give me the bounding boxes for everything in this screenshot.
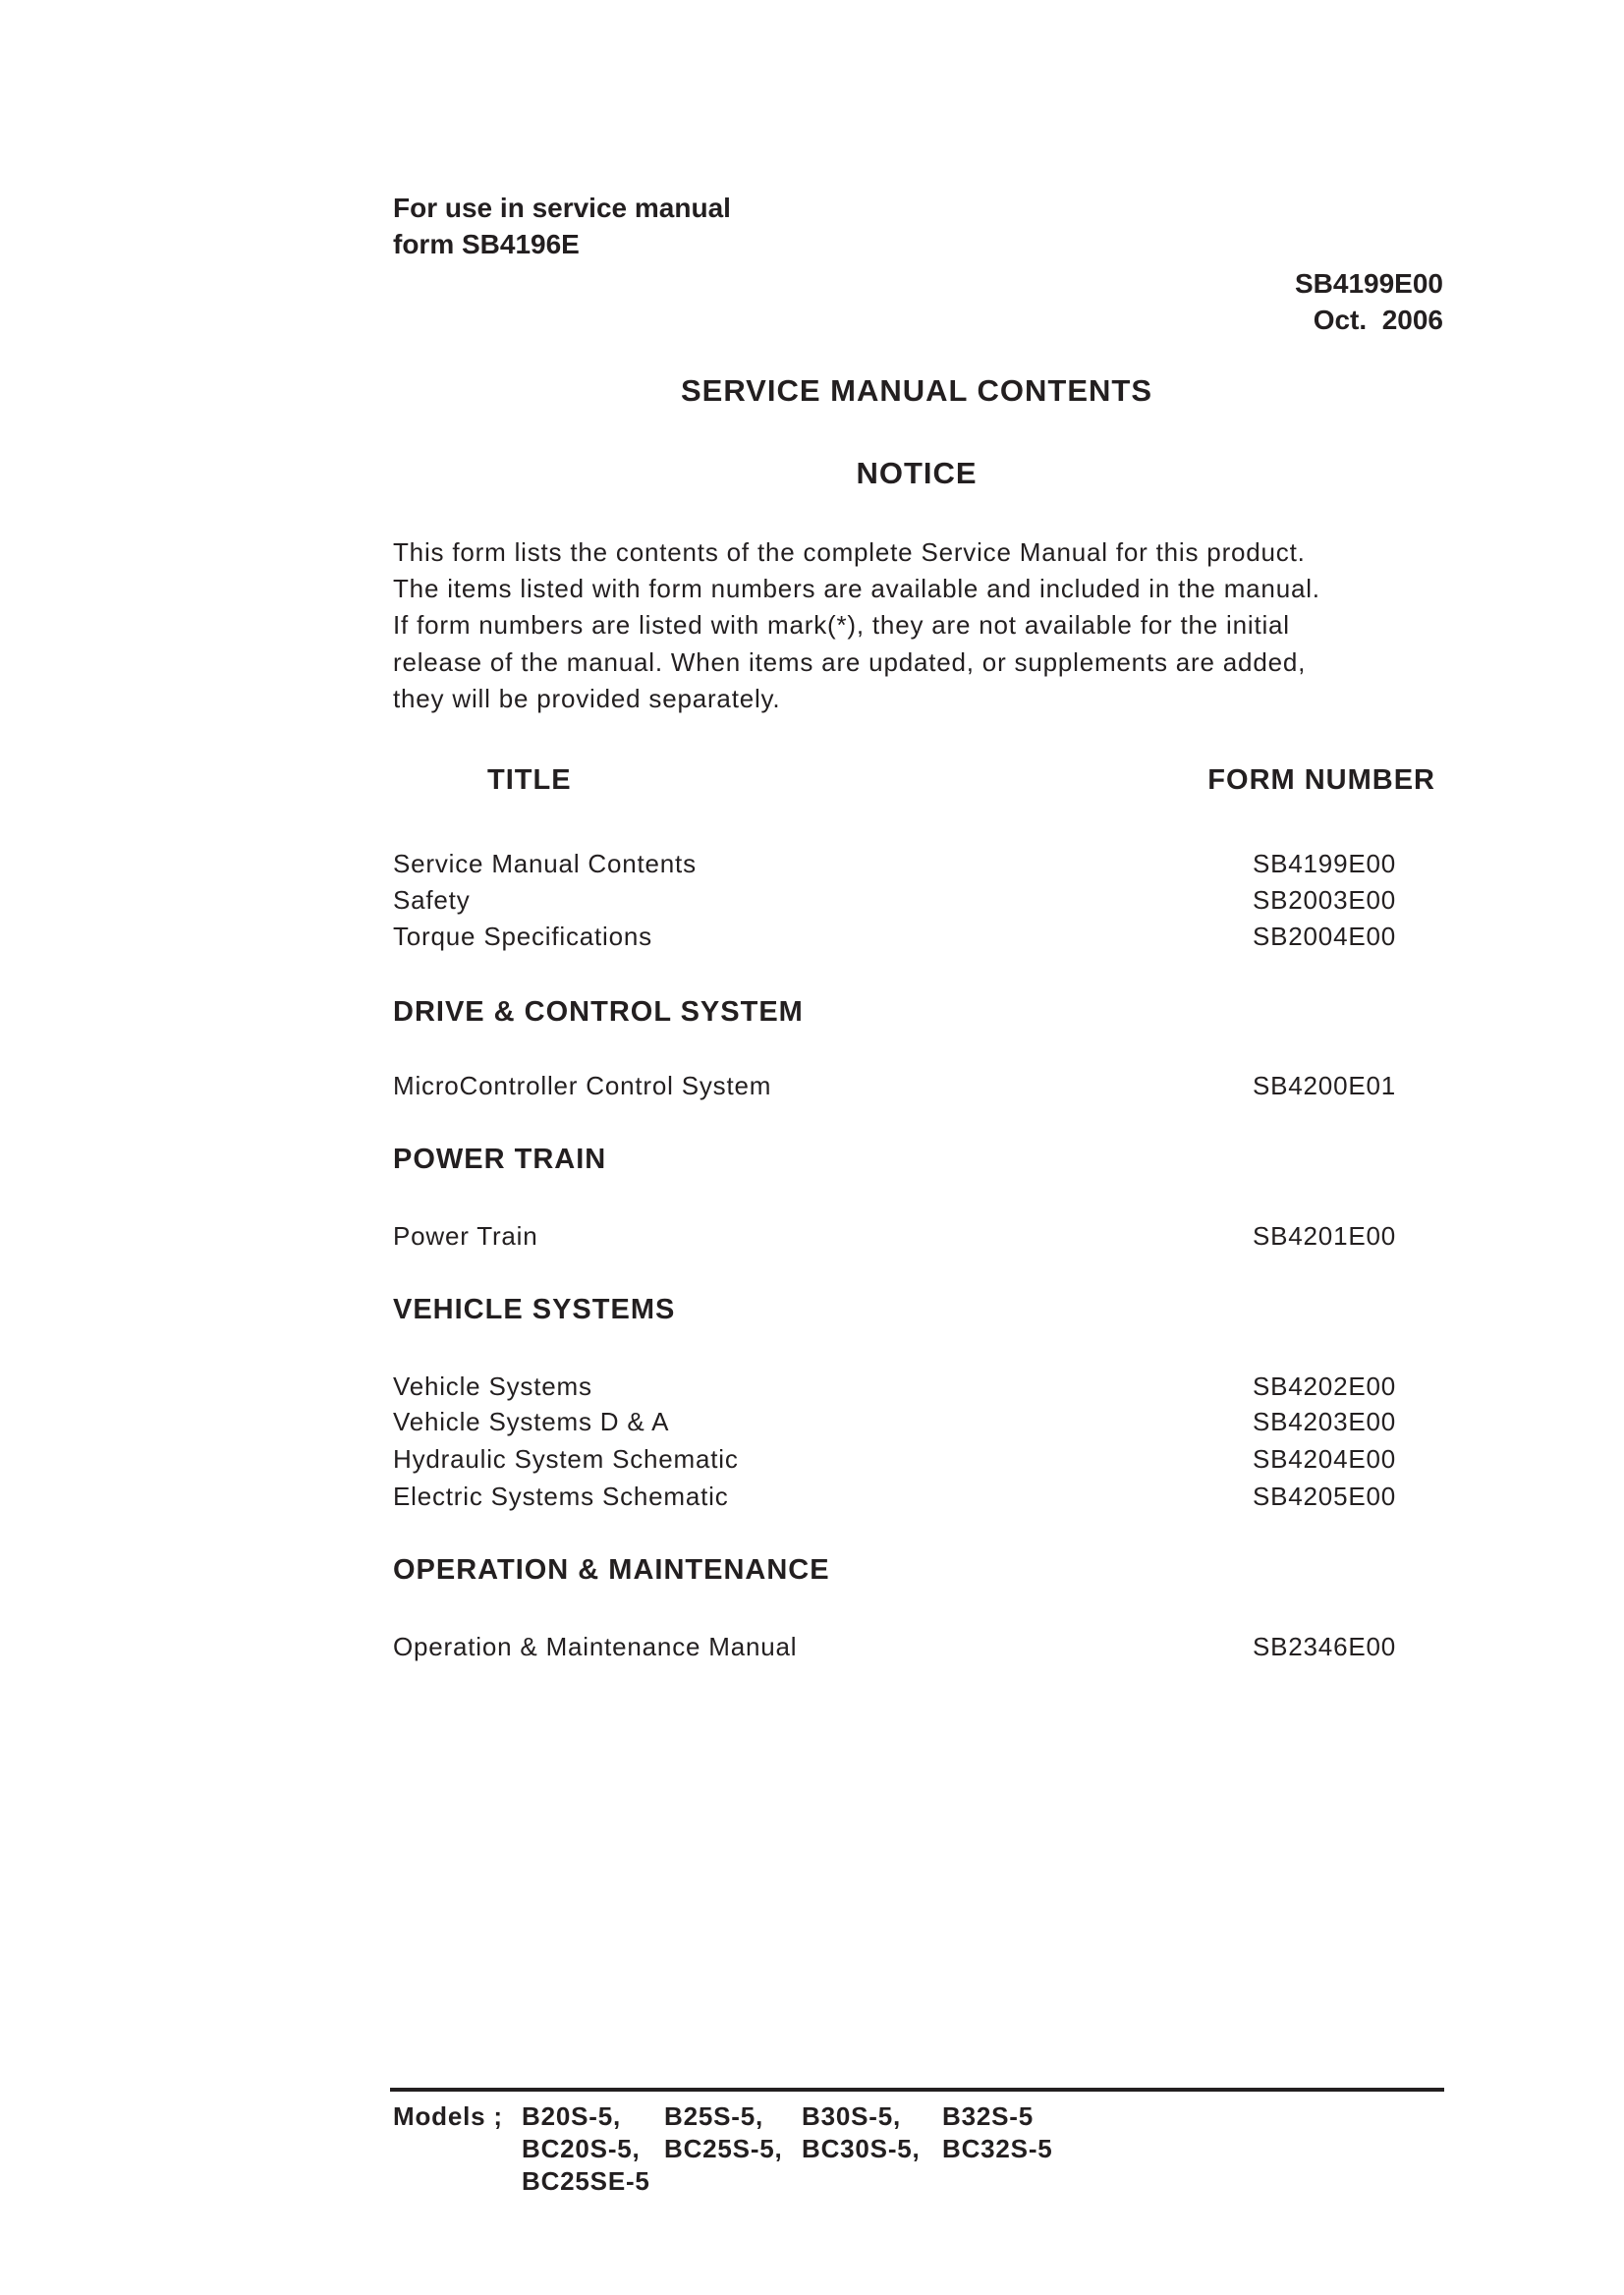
contents-item-form: SB2346E00 [1253, 1632, 1396, 1661]
contents-item-form: SB4202E00 [1253, 1371, 1396, 1401]
contents-item-form: SB4203E00 [1253, 1407, 1396, 1436]
document-date: Oct. 2006 [1313, 305, 1443, 335]
model-code: B20S-5, [522, 2101, 621, 2131]
contents-item-title: Hydraulic System Schematic [393, 1444, 739, 1474]
contents-item-title: Operation & Maintenance Manual [393, 1632, 798, 1661]
model-code: BC20S-5, [522, 2134, 641, 2163]
contents-item-title: Vehicle Systems [393, 1371, 592, 1401]
model-code: B30S-5, [802, 2101, 901, 2131]
section-heading-power-train: POWER TRAIN [393, 1144, 607, 1175]
contents-item-title: MicroController Control System [393, 1071, 772, 1100]
section-heading-drive-control: DRIVE & CONTROL SYSTEM [393, 996, 804, 1028]
model-code: BC32S-5 [942, 2134, 1053, 2163]
contents-item-form: SB2004E00 [1253, 922, 1396, 951]
notice-line: release of the manual. When items are updated, or supplements are added, [393, 646, 1307, 677]
model-code: B25S-5, [664, 2101, 763, 2131]
notice-line: This form lists the contents of the complete Service Manual for this product. [393, 537, 1306, 567]
contents-item-title: Safety [393, 885, 471, 915]
section-heading-operation-maintenance: OPERATION & MAINTENANCE [393, 1554, 830, 1586]
notice-line: The items listed with form numbers are available and included in the manual. [393, 574, 1320, 604]
model-code: B32S-5 [942, 2101, 1034, 2131]
column-header-form-number: FORM NUMBER [1207, 764, 1435, 796]
contents-item-form: SB4200E01 [1253, 1071, 1396, 1100]
notice-line: they will be provided separately. [393, 683, 781, 713]
contents-item-title: Power Train [393, 1221, 538, 1251]
contents-item-form: SB4201E00 [1253, 1221, 1396, 1251]
contents-item-title: Vehicle Systems D & A [393, 1407, 670, 1436]
contents-item-form: SB4204E00 [1253, 1444, 1396, 1474]
page-title: SERVICE MANUAL CONTENTS [680, 373, 1152, 408]
column-header-title: TITLE [487, 764, 572, 796]
notice-line: If form numbers are listed with mark(*), they are not available for the initial [393, 610, 1290, 641]
contents-item-form: SB2003E00 [1253, 885, 1396, 915]
model-code: BC25SE-5 [522, 2166, 650, 2196]
service-manual-form-reference: form SB4196E [393, 229, 580, 259]
contents-item-title: Service Manual Contents [393, 849, 697, 878]
service-manual-reference: For use in service manual [393, 193, 731, 223]
models-label: Models ; [393, 2101, 503, 2131]
notice-text [393, 534, 1320, 717]
contents-item-form: SB4205E00 [1253, 1482, 1396, 1511]
footer-divider [390, 2088, 1444, 2092]
contents-item-title: Torque Specifications [393, 922, 652, 951]
notice-heading: NOTICE [856, 456, 978, 490]
model-code: BC30S-5, [802, 2134, 921, 2163]
section-heading-vehicle-systems: VEHICLE SYSTEMS [393, 1294, 676, 1325]
contents-item-form: SB4199E00 [1253, 849, 1396, 878]
model-code: BC25S-5, [664, 2134, 783, 2163]
document-form-number: SB4199E00 [1294, 268, 1443, 299]
contents-item-title: Electric Systems Schematic [393, 1482, 729, 1511]
